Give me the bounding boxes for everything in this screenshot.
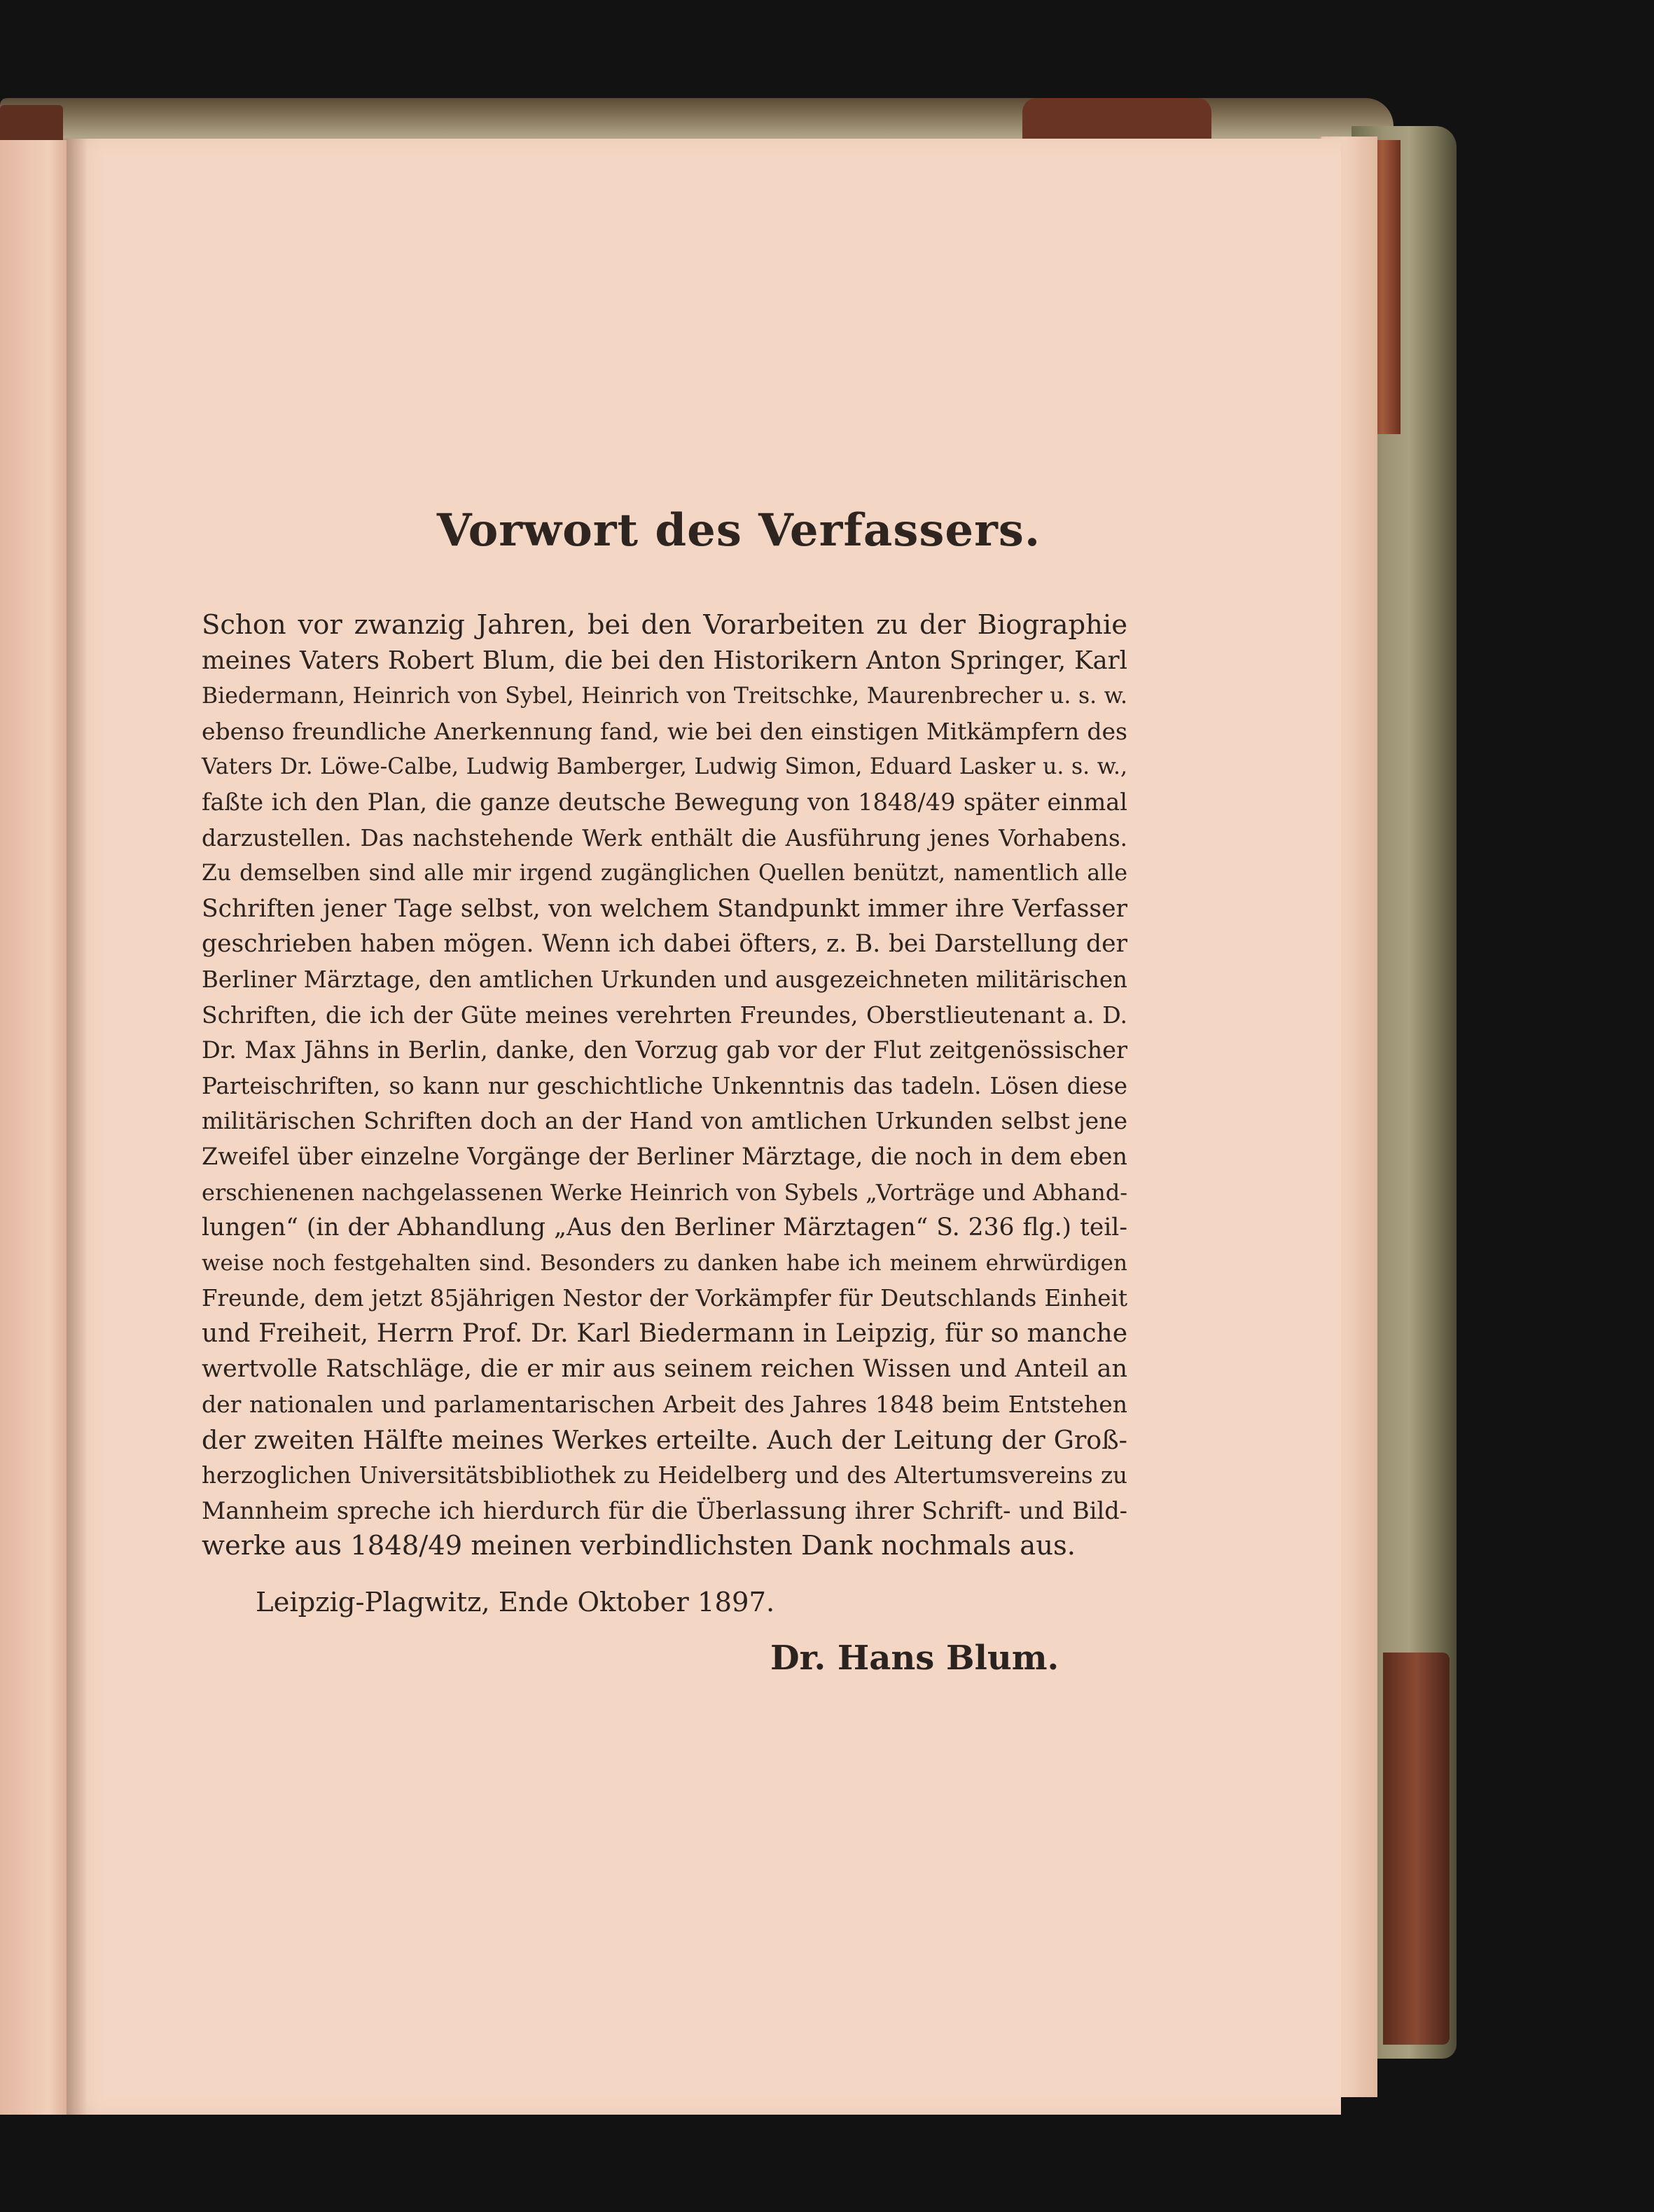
text-line: wertvolle Ratschläge, die er mir aus seinem reichen Wissen und Anteil an bbox=[202, 1355, 1127, 1384]
text-line: Schon vor zwanzig Jahren, bei den Vorarbeiten zu der Biographie bbox=[202, 609, 1127, 641]
text-line: Parteischriften, so kann nur geschichtliche Unkenntnis das tadeln. Lösen diese bbox=[202, 1072, 1127, 1099]
text-line: Dr. Max Jähns in Berlin, danke, den Vorzug gab vor der Flut zeitgenössischer bbox=[202, 1036, 1127, 1064]
text-line: meines Vaters Robert Blum, die bei den Historikern Anton Springer, Karl bbox=[202, 646, 1127, 675]
page-title: Vorwort des Verfassers. bbox=[436, 504, 1041, 557]
text-line: herzoglichen Universitätsbibliothek zu Heidelberg und des Altertumsvereins zu bbox=[202, 1462, 1127, 1489]
text-line: und Freiheit, Herrn Prof. Dr. Karl Biedermann in Leipzig, für so manche bbox=[202, 1319, 1127, 1348]
text-line: Vaters Dr. Löwe-Calbe, Ludwig Bamberger, Ludwig Simon, Eduard Lasker u. s. w., bbox=[202, 754, 1127, 780]
text-line: lungen“ (in der Abhandlung „Aus den Berliner Märztagen“ S. 236 flg.) teil- bbox=[202, 1213, 1127, 1242]
left-page bbox=[0, 140, 70, 2115]
text-line: Freunde, dem jetzt 85jährigen Nestor der Vorkämpfer für Deutschlands Einheit bbox=[202, 1285, 1127, 1312]
text-line: der zweiten Hälfte meines Werkes erteilte. Auch der Leitung der Groß- bbox=[202, 1424, 1127, 1455]
text-line: militärischen Schriften doch an der Hand von amtlichen Urkunden selbst jene bbox=[202, 1107, 1127, 1135]
preface-body bbox=[202, 608, 1127, 1564]
text-line: darzustellen. Das nachstehende Werk enthält die Ausführung jenes Vorhabens. bbox=[202, 824, 1127, 851]
signature: Dr. Hans Blum. bbox=[770, 1639, 1059, 1678]
text-line: weise noch festgehalten sind. Besonders zu danken habe ich meinem ehrwürdigen bbox=[202, 1250, 1127, 1276]
text-line: Zweifel über einzelne Vorgänge der Berliner Märztage, die noch in dem eben bbox=[202, 1142, 1127, 1170]
text-line: Zu demselben sind alle mir irgend zugänglichen Quellen benützt, namentlich alle bbox=[202, 861, 1127, 886]
text-line: faßte ich den Plan, die ganze deutsche Bewegung von 1848/49 später einmal bbox=[202, 788, 1127, 816]
text-line: der nationalen und parlamentarischen Arbeit des Jahres 1848 beim Entstehen bbox=[202, 1391, 1127, 1419]
text-line: Schriften, die ich der Güte meines verehrten Freundes, Oberstlieutenant a. D. bbox=[202, 1001, 1127, 1029]
text-line: ebenso freundliche Anerkennung fand, wie bei den einstigen Mitkämpfern des bbox=[202, 717, 1127, 745]
text-line: werke aus 1848/49 meinen verbindlichsten Dank nochmals aus. bbox=[202, 1530, 1076, 1562]
text-line: Mannheim spreche ich hierdurch für die Überlassung ihrer Schrift- und Bild- bbox=[202, 1496, 1127, 1524]
text-line: Biedermann, Heinrich von Sybel, Heinrich von Treitschke, Maurenbrecher u. s. w. bbox=[202, 683, 1127, 709]
text-line: Berliner Märztage, den amtlichen Urkunden und ausgezeichneten militärischen bbox=[202, 966, 1127, 993]
text-line: erschienenen nachgelassenen Werke Heinrich von Sybels „Vorträge und Abhand- bbox=[202, 1178, 1127, 1206]
text-line: Schriften jener Tage selbst, von welchem Standpunkt immer ihre Verfasser bbox=[202, 894, 1127, 923]
gutter-shadow bbox=[67, 139, 88, 2115]
book-spine-leather-bottom bbox=[1383, 1653, 1450, 2045]
place-date: Leipzig-Plagwitz, Ende Oktober 1897. bbox=[256, 1587, 775, 1618]
text-line: geschrieben haben mögen. Wenn ich dabei öfters, z. B. bei Darstellung der bbox=[202, 930, 1127, 959]
